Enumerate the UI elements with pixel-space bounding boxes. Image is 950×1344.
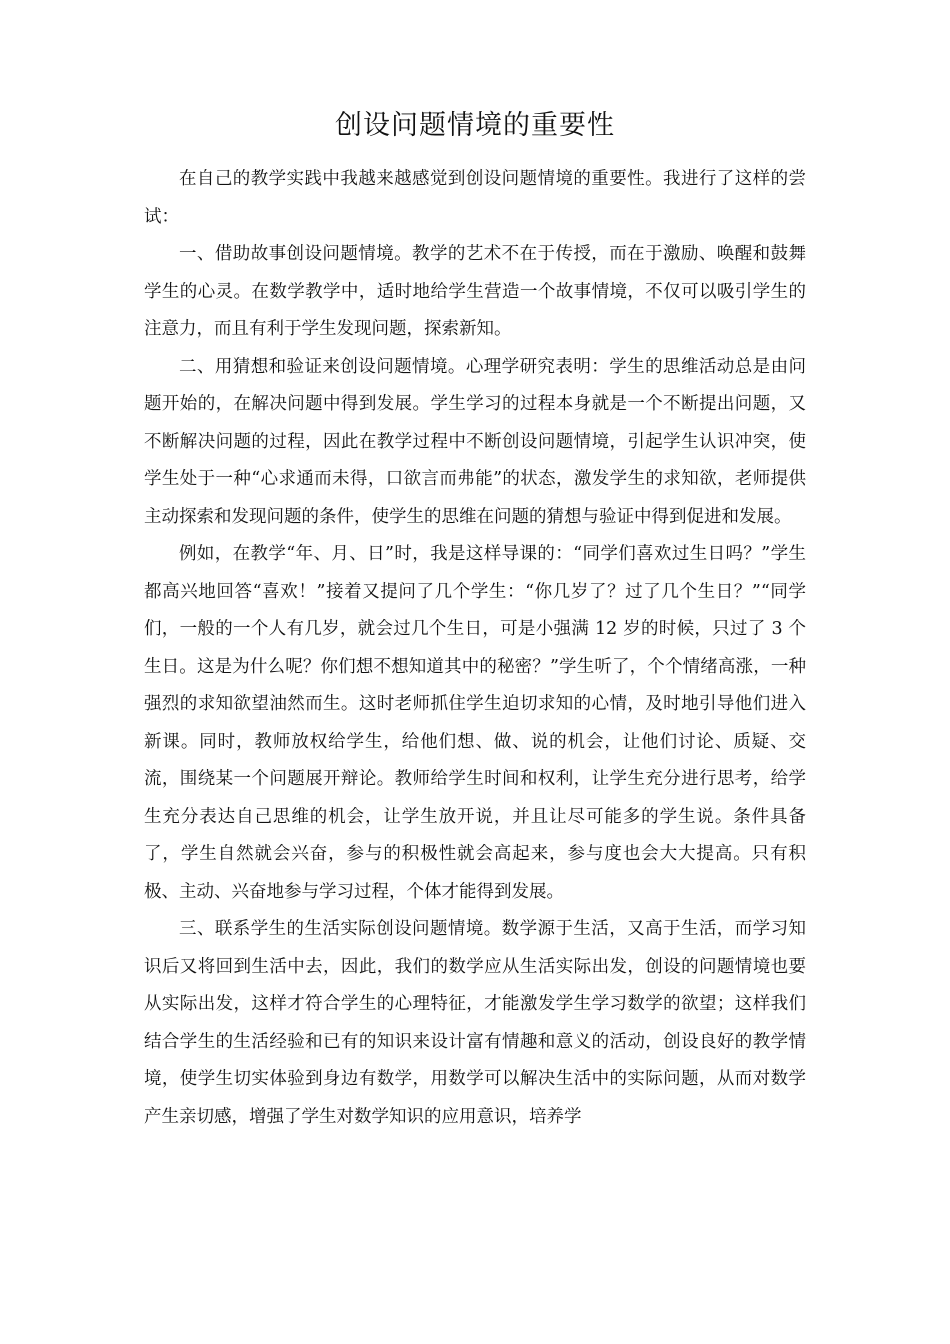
paragraph-life-context: 三、联系学生的生活实际创设问题情境。数学源于生活，又高于生活，而学习知识后又将回到生活中去，因此，我们的数学应从生活实际出发，创设的问题情境也要从实际出发，这样才符合学生的心理特征，才能激发学生学习数学的欲望；这样我们结合学生的生活经验和已有的知识来设计富有情趣和意义的活动，创设良好的教学情境，使学生切实体验到身边有数学，用数学可以解决生活中的实际问题，从而对数学产生亲切感，增强了学生对数学知识的应用意识，培养学	[144, 919, 806, 1127]
paragraph-story-context: 一、借助故事创设问题情境。教学的艺术不在于传授，而在于激励、唤醒和鼓舞学生的心灵。在数学教学中，适时地给学生营造一个故事情境，不仅可以吸引学生的注意力，而且有利于学生发现问题，探索新知。	[144, 244, 806, 339]
paragraph-intro: 在自己的教学实践中我越来越感觉到创设问题情境的重要性。我进行了这样的尝试：	[144, 169, 806, 227]
paragraph-guess-verify: 二、用猜想和验证来创设问题情境。心理学研究表明：学生的思维活动总是由问题开始的，在解决问题中得到发展。学生学习的过程本身就是一个不断提出问题，又不断解决问题的过程，因此在教学过程中不断创设问题情境，引起学生认识冲突，使学生处于一种“心求通而未得，口欲言而弗能”的状态，激发学生的求知欲，老师提供主动探索和发现问题的条件，使学生的思维在问题的猜想与验证中得到促进和发展。	[144, 356, 806, 527]
document-title: 创设问题情境的重要性	[335, 110, 615, 141]
document-body	[144, 161, 806, 1136]
paragraph-example: 例如，在教学“年、月、日”时，我是这样导课的：“同学们喜欢过生日吗？”学生都高兴地回答“喜欢！”接着又提问了几个学生：“你几岁了？过了几个生日？”“同学们，一般的一个人有几岁，就会过几个生日，可是小强满 12 岁的时候，只过了 3 个生日。这是为什么呢？你们想不想知道其中的秘密？”学生听了，个个情绪高涨，一种强烈的求知欲望油然而生。这时老师抓住学生迫切求知的心情，及时地引导他们进入新课。同时，教师放权给学生，给他们想、做、说的机会，让他们讨论、质疑、交流，围绕某一个问题展开辩论。教师给学生时间和权利，让学生充分进行思考，给学生充分表达自己思维的机会，让学生放开说，并且让尽可能多的学生说。条件具备了，学生自然就会兴奋，参与的积极性就会高起来，参与度也会大大提高。只有积极、主动、兴奋地参与学习过程，个体才能得到发展。	[144, 544, 806, 902]
